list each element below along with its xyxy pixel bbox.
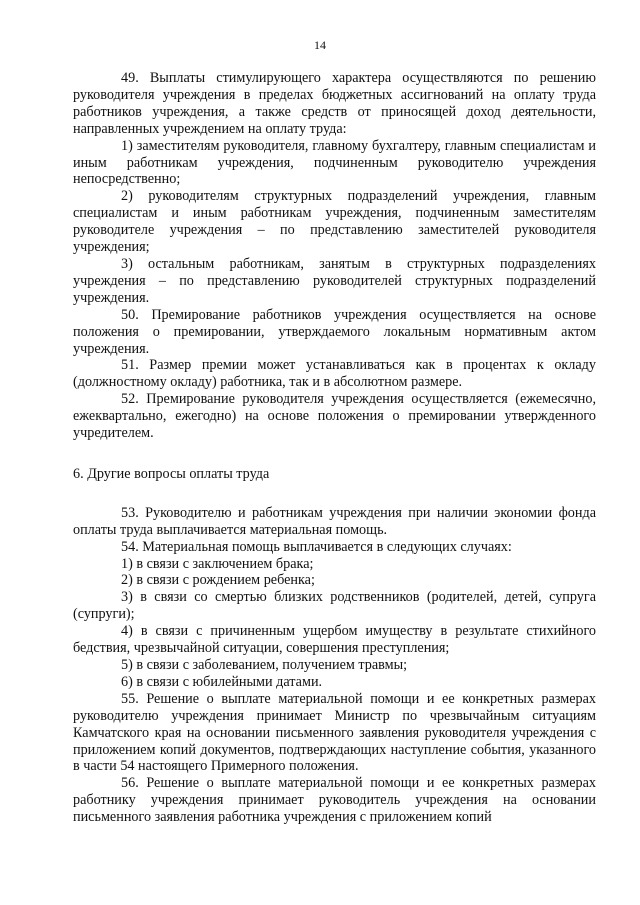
- document-body: [73, 70, 596, 826]
- paragraph-56: 56. Решение о выплате материальной помощи и ее конкретных размерах работнику учреждения принимает руководитель учреждения на основании письменного заявления работника учреждения с приложением копий: [73, 775, 596, 826]
- list-item-54-5: 5) в связи с заболеванием, получением травмы;: [121, 657, 408, 673]
- paragraph-53: 53. Руководителю и работникам учреждения при наличии экономии фонда оплаты труда выплачивается материальная помощь.: [73, 504, 596, 538]
- paragraph-49: 49. Выплаты стимулирующего характера осуществляются по решению руководителя учреждения в пределах бюджетных ассигнований на оплату труда работников учреждения, а также средств от приносящей доход деятельности, направленных учреждением на оплату труда:: [73, 70, 596, 137]
- list-item-54-4: 4) в связи с причиненным ущербом имуществу в результате стихийного бедствия, чрезвычайной ситуации, совершения преступления;: [73, 623, 596, 657]
- list-item-54-1: 1) в связи с заключением брака;: [121, 555, 314, 572]
- section-heading: 6. Другие вопросы оплаты труда: [73, 465, 270, 482]
- page-number: 14: [314, 38, 326, 52]
- paragraph-54: 54. Материальная помощь выплачивается в следующих случаях:: [121, 538, 512, 555]
- list-item-49-1: 1) заместителям руководителя, главному бухгалтеру, главным специалистам и иным работникам учреждения, подчиненным руководителю учреждения непосредственно;: [73, 137, 596, 188]
- list-item-54-2: 2) в связи с рождением ребенка;: [121, 572, 315, 589]
- list-item-49-3: 3) остальным работникам, занятым в структурных подразделениях учреждения – по представлению руководителей структурных подразделений учреждения.: [73, 255, 596, 306]
- list-item-49-2: 2) руководителям структурных подразделений учреждения, главным специалистам и иным работникам учреждения, подчиненным заместителям руководителе учреждения – по представлению заместителей руководителя учреждения;: [73, 188, 596, 256]
- paragraph-55: 55. Решение о выплате материальной помощи и ее конкретных размерах руководителю учреждения принимает Министр по чрезвычайным ситуациям Камчатского края на основании письменного заявления руководителя учреждения с приложением копий документов, подтверждающих наступление события, указанного в части 54 настоящего Примерного положения.: [73, 690, 596, 775]
- paragraph-51: 51. Размер премии может устанавливаться как в процентах к окладу (должностному окладу) работника, так и в абсолютном размере.: [73, 357, 596, 391]
- paragraph-50: 50. Премирование работников учреждения осуществляется на основе положения о премировании, утверждаемого локальным нормативным актом учреждения.: [73, 306, 596, 357]
- paragraph-52: 52. Премирование руководителя учреждения осуществляется (ежемесячно, ежеквартально, ежегодно) на основе положения о премировании утвержденного учредителем.: [73, 391, 596, 442]
- list-item-54-6: 6) в связи с юбилейными датами.: [121, 673, 323, 690]
- list-item-54-3: 3) в связи со смертью близких родственников (родителей, детей, супруга (супруги);: [73, 589, 596, 623]
